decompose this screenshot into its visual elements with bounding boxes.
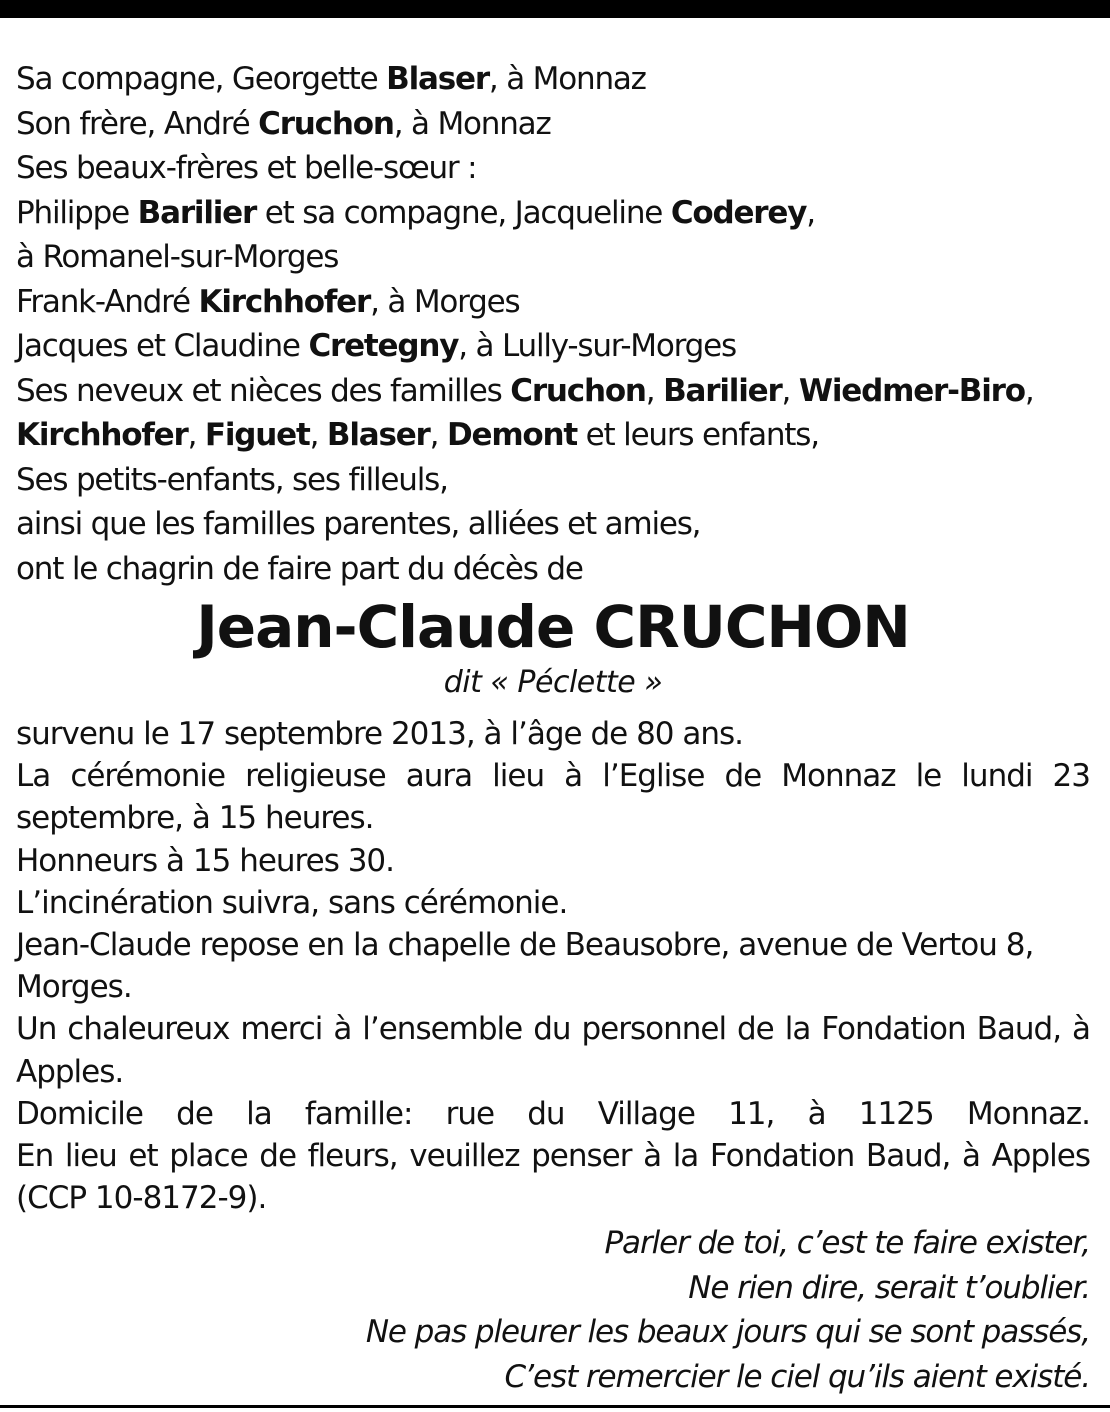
obituary-notice (16, 57, 1090, 1399)
family-surname: Figuet (204, 417, 310, 453)
poem-line-2: Ne rien dire, serait t’oublier. (688, 1269, 1090, 1306)
poem-line-1: Parler de toi, c’est te faire exister, (604, 1225, 1090, 1262)
family-line-12: ont le chagrin de faire part du décès de (16, 550, 583, 587)
family-line-2: Son frère, André Cruchon, à Monnaz (16, 105, 551, 142)
bottom-rule (0, 1405, 1110, 1408)
family-line-5: à Romanel-sur-Morges (16, 239, 339, 275)
family-line-11: ainsi que les familles parentes, alliées et amies, (16, 506, 701, 542)
family-line-9: Kirchhofer, Figuet, Blaser, Demont et leurs enfants, (16, 417, 819, 453)
family-announcement (16, 57, 1090, 591)
family-surname: Coderey (670, 194, 807, 231)
family-surname: Kirchhofer (16, 417, 188, 453)
deceased-nickname: dit « Péclette » (443, 665, 663, 700)
closing-poem (16, 1221, 1090, 1399)
family-line-3: Ses beaux-frères et belle-sœur : (16, 150, 477, 186)
family-surname: Cruchon (258, 105, 394, 142)
poem-line-3: Ne pas pleurer les beaux jours qui se sont passés, (365, 1314, 1090, 1351)
family-surname: Demont (446, 417, 578, 453)
domicile-text: Domicile de la famille: rue du Village 11, à 1125 Monnaz. (16, 1095, 1090, 1132)
family-surname: Cruchon (510, 372, 646, 409)
honours-text: Honneurs à 15 heures 30. (16, 842, 395, 879)
poem-line-4: C’est remercier le ciel qu’ils aient existé. (504, 1358, 1090, 1395)
death-date-text: survenu le 17 septembre 2013, à l’âge de 80 ans. (16, 716, 744, 752)
resting-place-text: Jean-Claude repose en la chapelle de Beausobre, avenue de Vertou 8, Morges. (16, 927, 1034, 1006)
family-line-6: Frank-André Kirchhofer, à Morges (16, 283, 520, 320)
family-surname: Cretegny (308, 328, 459, 364)
family-surname: Kirchhofer (198, 283, 371, 320)
deceased-name: Jean-Claude CRUCHON (196, 593, 910, 661)
family-line-8: Ses neveux et nièces des familles Cruchon, Barilier, Wiedmer-Biro, (16, 372, 1034, 409)
incineration-text: L’incinération suivra, sans cérémonie. (16, 884, 568, 921)
family-surname: Blaser (386, 61, 489, 97)
family-surname: Wiedmer-Biro (798, 372, 1025, 409)
family-surname: Barilier (663, 372, 782, 409)
family-line-10: Ses petits-enfants, ses filleuls, (16, 461, 448, 498)
family-line-1: Sa compagne, Georgette Blaser, à Monnaz (16, 61, 646, 97)
family-line-4: Philippe Barilier et sa compagne, Jacqueline Coderey, (16, 194, 815, 231)
top-rule (0, 0, 1110, 18)
funeral-details (16, 713, 1090, 1219)
family-surname: Barilier (137, 194, 257, 231)
ceremony-text: La cérémonie religieuse aura lieu à l’Eglise de Monnaz le lundi 23 septembre, à 15 heures. (16, 758, 1090, 837)
thanks-text: Un chaleureux merci à l’ensemble du personnel de la Fondation Baud, à Apples. (16, 1011, 1090, 1090)
flowers-text: En lieu et place de fleurs, veuillez penser à la Fondation Baud, à Apples (CCP 10-8172-9). (16, 1138, 1090, 1217)
family-surname: Blaser (326, 417, 430, 453)
family-line-7: Jacques et Claudine Cretegny, à Lully-sur-Morges (16, 328, 736, 364)
